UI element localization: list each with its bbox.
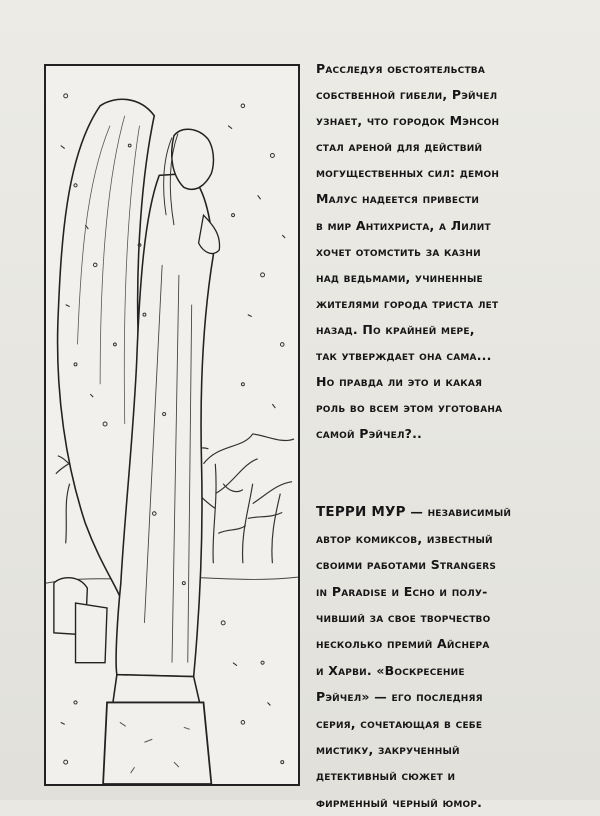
author-bio-paragraph [316, 499, 584, 816]
text-line: чивший за свое творчество [316, 609, 491, 625]
author-name: ТЕРРИ МУР [316, 504, 406, 521]
description-text [316, 56, 584, 816]
text-line: стал ареной для действий [316, 139, 483, 155]
paragraph-gap [316, 447, 584, 499]
text-line: детективный сюжет и [316, 768, 456, 784]
text-line: Рэйчел» — его последняя [316, 689, 483, 705]
text-line: самой Рэйчел?.. [316, 426, 423, 442]
text-line: несколько премий Айснера [316, 636, 490, 652]
text-line: серия, сочетающая в себе [316, 715, 483, 731]
text-line: над ведьмами, учиненные [316, 269, 483, 285]
pedestal [103, 702, 211, 784]
text-line: мистику, закрученный [316, 741, 460, 757]
text-line: Расследуя обстоятельства [316, 61, 486, 76]
text-line: могущественных сил: демон [316, 165, 500, 181]
angel-statue-drawing [46, 66, 298, 784]
text-line: и Харви. «Воскресение [316, 662, 465, 678]
text-line: так утверждает она сама... [316, 348, 492, 364]
text-line: фирменный черный юмор. [316, 794, 483, 810]
text-line: автор комиксов, известный [316, 530, 493, 546]
text-line: in Paradise и Echo и полу- [316, 583, 488, 599]
text-line: роль во всем этом уготована [316, 400, 503, 416]
text-line: жителями города триста лет [316, 295, 499, 311]
angel-statue-illustration [44, 64, 300, 786]
text-line: собственной гибели, Рэйчел [316, 87, 498, 103]
head [172, 129, 214, 189]
text-line: своими работами Strangers [316, 557, 497, 573]
text-line: Но правда ли это и какая [316, 374, 483, 390]
bio-first-line [316, 499, 584, 525]
text-line: Малус надеется привести [316, 191, 480, 207]
text-line: узнает, что городок Мэнсон [316, 113, 500, 129]
text-line: в мир Антихриста, а Лилит [316, 217, 491, 233]
text-line: хочет отомстить за казни [316, 243, 481, 259]
gravestones [54, 578, 107, 663]
synopsis-paragraph [316, 56, 584, 447]
text-line: назад. По крайней мере, [316, 321, 475, 337]
bio-first-line-rest: — независимый [405, 504, 512, 520]
